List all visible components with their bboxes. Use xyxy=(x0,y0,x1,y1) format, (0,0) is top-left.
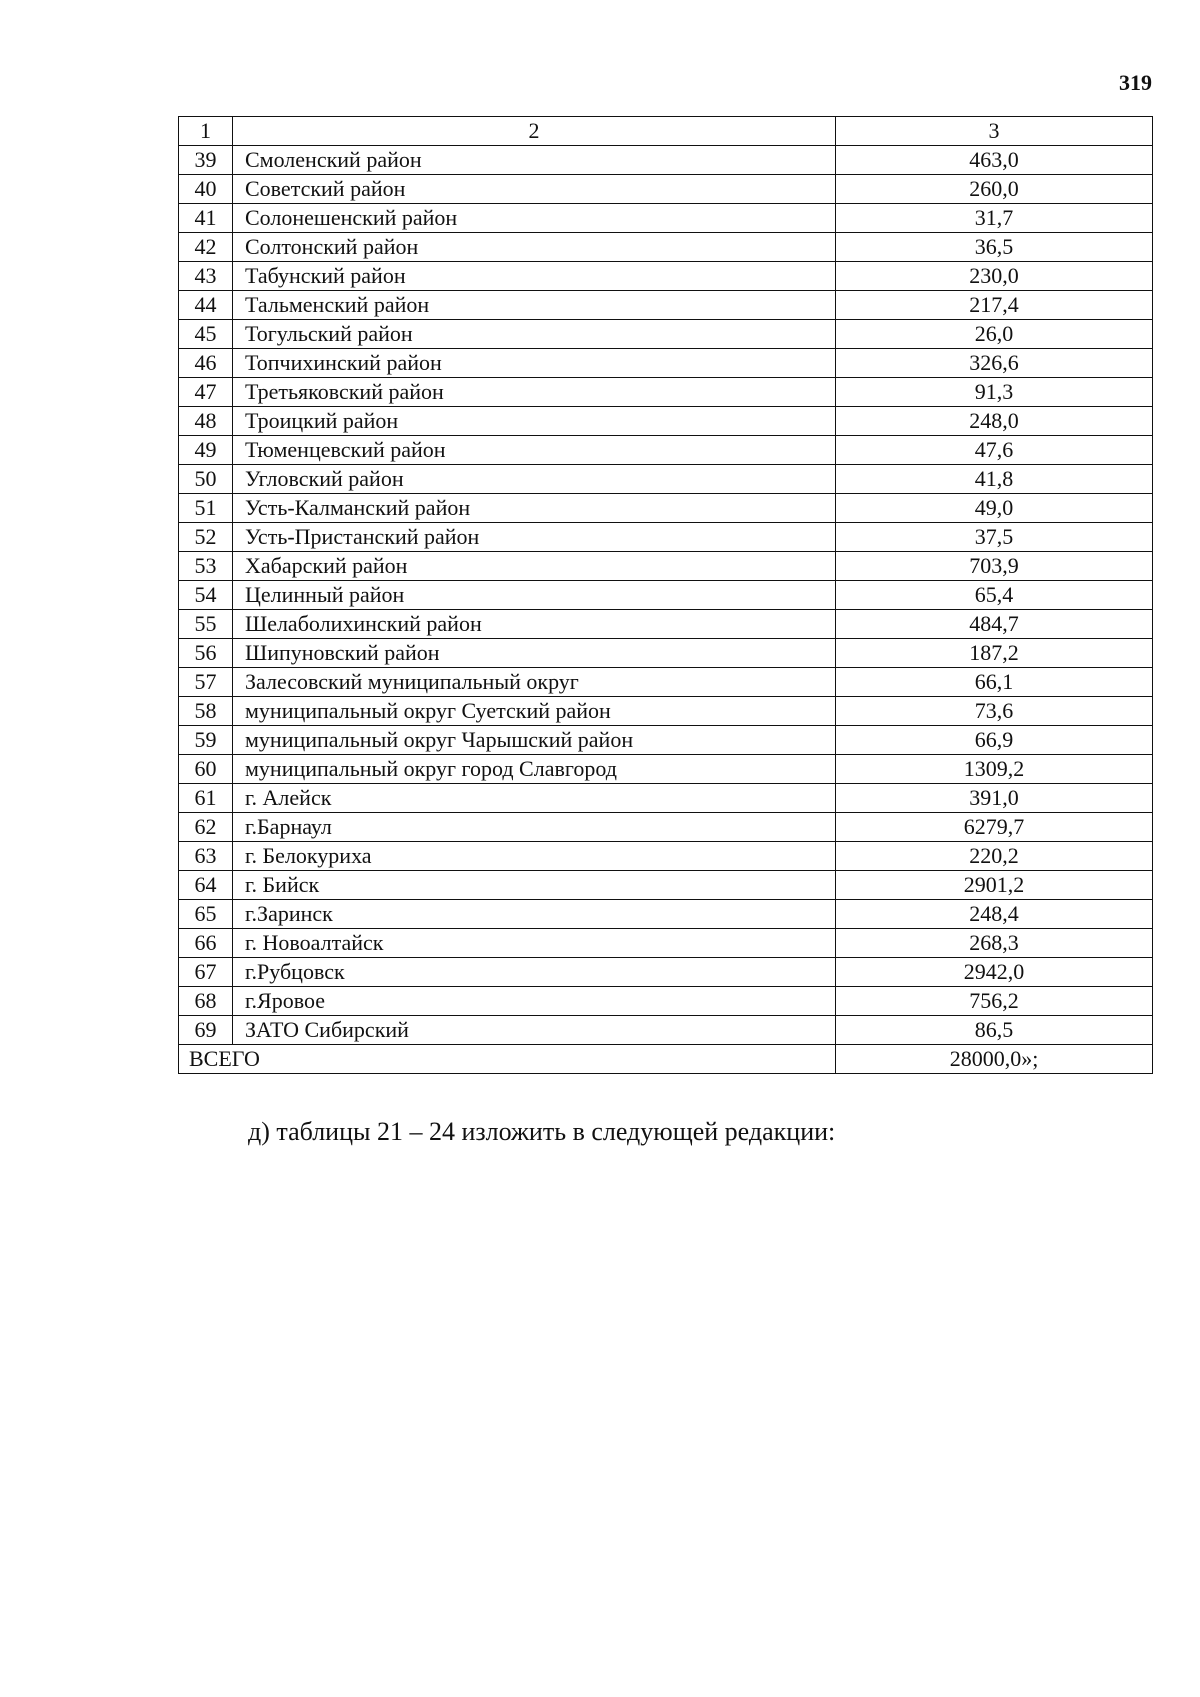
row-municipality-name: г.Заринск xyxy=(233,900,836,929)
table-row xyxy=(179,436,1153,465)
row-number: 43 xyxy=(179,262,233,291)
table-row xyxy=(179,871,1153,900)
row-municipality-name: муниципальный округ Суетский район xyxy=(233,697,836,726)
row-amount: 1309,2 xyxy=(836,755,1153,784)
row-municipality-name: Тюменцевский район xyxy=(233,436,836,465)
row-municipality-name: Троицкий район xyxy=(233,407,836,436)
row-amount: 391,0 xyxy=(836,784,1153,813)
row-municipality-name: Тальменский район xyxy=(233,291,836,320)
row-amount: 26,0 xyxy=(836,320,1153,349)
row-number: 39 xyxy=(179,146,233,175)
header-col-3: 3 xyxy=(836,117,1153,146)
row-number: 61 xyxy=(179,784,233,813)
row-number: 41 xyxy=(179,204,233,233)
row-number: 45 xyxy=(179,320,233,349)
table-row xyxy=(179,552,1153,581)
row-number: 42 xyxy=(179,233,233,262)
row-amount: 36,5 xyxy=(836,233,1153,262)
header-col-2: 2 xyxy=(233,117,836,146)
row-municipality-name: Шипуновский район xyxy=(233,639,836,668)
row-municipality-name: Шелаболихинский район xyxy=(233,610,836,639)
row-amount: 37,5 xyxy=(836,523,1153,552)
row-municipality-name: муниципальный округ город Славгород xyxy=(233,755,836,784)
table-row xyxy=(179,639,1153,668)
table-row xyxy=(179,726,1153,755)
instruction-text: д) таблицы 21 – 24 изложить в следующей редакции: xyxy=(248,1117,836,1146)
row-number: 66 xyxy=(179,929,233,958)
row-number: 68 xyxy=(179,987,233,1016)
table-row xyxy=(179,523,1153,552)
row-amount: 230,0 xyxy=(836,262,1153,291)
row-number: 40 xyxy=(179,175,233,204)
table-row xyxy=(179,349,1153,378)
row-number: 58 xyxy=(179,697,233,726)
row-amount: 268,3 xyxy=(836,929,1153,958)
table-row xyxy=(179,291,1153,320)
row-amount: 91,3 xyxy=(836,378,1153,407)
row-amount: 66,1 xyxy=(836,668,1153,697)
row-number: 48 xyxy=(179,407,233,436)
table-row xyxy=(179,465,1153,494)
row-amount: 248,0 xyxy=(836,407,1153,436)
row-number: 51 xyxy=(179,494,233,523)
row-number: 69 xyxy=(179,1016,233,1045)
table-row xyxy=(179,813,1153,842)
table-row xyxy=(179,755,1153,784)
table-row xyxy=(179,262,1153,291)
row-amount: 49,0 xyxy=(836,494,1153,523)
row-amount: 73,6 xyxy=(836,697,1153,726)
row-number: 49 xyxy=(179,436,233,465)
row-amount: 703,9 xyxy=(836,552,1153,581)
row-municipality-name: Солтонский район xyxy=(233,233,836,262)
total-label: ВСЕГО xyxy=(179,1045,836,1074)
row-amount: 260,0 xyxy=(836,175,1153,204)
row-municipality-name: Угловский район xyxy=(233,465,836,494)
row-number: 65 xyxy=(179,900,233,929)
row-number: 53 xyxy=(179,552,233,581)
row-municipality-name: муниципальный округ Чарышский район xyxy=(233,726,836,755)
row-municipality-name: Хабарский район xyxy=(233,552,836,581)
row-municipality-name: г. Бийск xyxy=(233,871,836,900)
row-number: 50 xyxy=(179,465,233,494)
row-amount: 463,0 xyxy=(836,146,1153,175)
row-municipality-name: Топчихинский район xyxy=(233,349,836,378)
row-municipality-name: г.Барнаул xyxy=(233,813,836,842)
row-number: 64 xyxy=(179,871,233,900)
table-row xyxy=(179,697,1153,726)
row-municipality-name: Солонешенский район xyxy=(233,204,836,233)
row-number: 60 xyxy=(179,755,233,784)
row-amount: 6279,7 xyxy=(836,813,1153,842)
row-amount: 220,2 xyxy=(836,842,1153,871)
row-municipality-name: Советский район xyxy=(233,175,836,204)
page-number: 319 xyxy=(1119,70,1152,95)
table-row xyxy=(179,987,1153,1016)
row-municipality-name: г. Новоалтайск xyxy=(233,929,836,958)
table-row xyxy=(179,175,1153,204)
table-row xyxy=(179,958,1153,987)
row-municipality-name: Целинный район xyxy=(233,581,836,610)
row-amount: 65,4 xyxy=(836,581,1153,610)
table-row xyxy=(179,407,1153,436)
row-amount: 756,2 xyxy=(836,987,1153,1016)
row-municipality-name: ЗАТО Сибирский xyxy=(233,1016,836,1045)
allocation-table xyxy=(178,116,1153,1074)
table-row xyxy=(179,204,1153,233)
table-row xyxy=(179,900,1153,929)
row-amount: 484,7 xyxy=(836,610,1153,639)
table-body xyxy=(179,117,1153,1074)
row-amount: 2942,0 xyxy=(836,958,1153,987)
row-municipality-name: Третьяковский район xyxy=(233,378,836,407)
table-total-row xyxy=(179,1045,1153,1074)
table-row xyxy=(179,320,1153,349)
row-number: 55 xyxy=(179,610,233,639)
row-amount: 2901,2 xyxy=(836,871,1153,900)
row-number: 59 xyxy=(179,726,233,755)
row-number: 47 xyxy=(179,378,233,407)
row-number: 46 xyxy=(179,349,233,378)
row-amount: 86,5 xyxy=(836,1016,1153,1045)
row-amount: 326,6 xyxy=(836,349,1153,378)
table-row xyxy=(179,1016,1153,1045)
table-row xyxy=(179,610,1153,639)
table-row xyxy=(179,233,1153,262)
row-municipality-name: г.Рубцовск xyxy=(233,958,836,987)
row-amount: 187,2 xyxy=(836,639,1153,668)
row-number: 62 xyxy=(179,813,233,842)
table-row xyxy=(179,668,1153,697)
table-row xyxy=(179,581,1153,610)
row-municipality-name: Смоленский район xyxy=(233,146,836,175)
row-number: 54 xyxy=(179,581,233,610)
row-municipality-name: г.Яровое xyxy=(233,987,836,1016)
table-row xyxy=(179,929,1153,958)
row-municipality-name: Табунский район xyxy=(233,262,836,291)
row-municipality-name: г. Алейск xyxy=(233,784,836,813)
table-row xyxy=(179,842,1153,871)
row-municipality-name: г. Белокуриха xyxy=(233,842,836,871)
header-col-1: 1 xyxy=(179,117,233,146)
row-municipality-name: Усть-Пристанский район xyxy=(233,523,836,552)
total-amount: 28000,0»; xyxy=(836,1045,1153,1074)
row-amount: 66,9 xyxy=(836,726,1153,755)
table-row xyxy=(179,146,1153,175)
row-number: 56 xyxy=(179,639,233,668)
row-amount: 47,6 xyxy=(836,436,1153,465)
row-amount: 31,7 xyxy=(836,204,1153,233)
row-number: 44 xyxy=(179,291,233,320)
row-number: 67 xyxy=(179,958,233,987)
row-number: 57 xyxy=(179,668,233,697)
table-header-row xyxy=(179,117,1153,146)
row-number: 63 xyxy=(179,842,233,871)
row-number: 52 xyxy=(179,523,233,552)
row-amount: 41,8 xyxy=(836,465,1153,494)
row-amount: 217,4 xyxy=(836,291,1153,320)
table-row xyxy=(179,784,1153,813)
row-municipality-name: Усть-Калманский район xyxy=(233,494,836,523)
table-row xyxy=(179,494,1153,523)
row-amount: 248,4 xyxy=(836,900,1153,929)
row-municipality-name: Залесовский муниципальный округ xyxy=(233,668,836,697)
row-municipality-name: Тогульский район xyxy=(233,320,836,349)
table-row xyxy=(179,378,1153,407)
